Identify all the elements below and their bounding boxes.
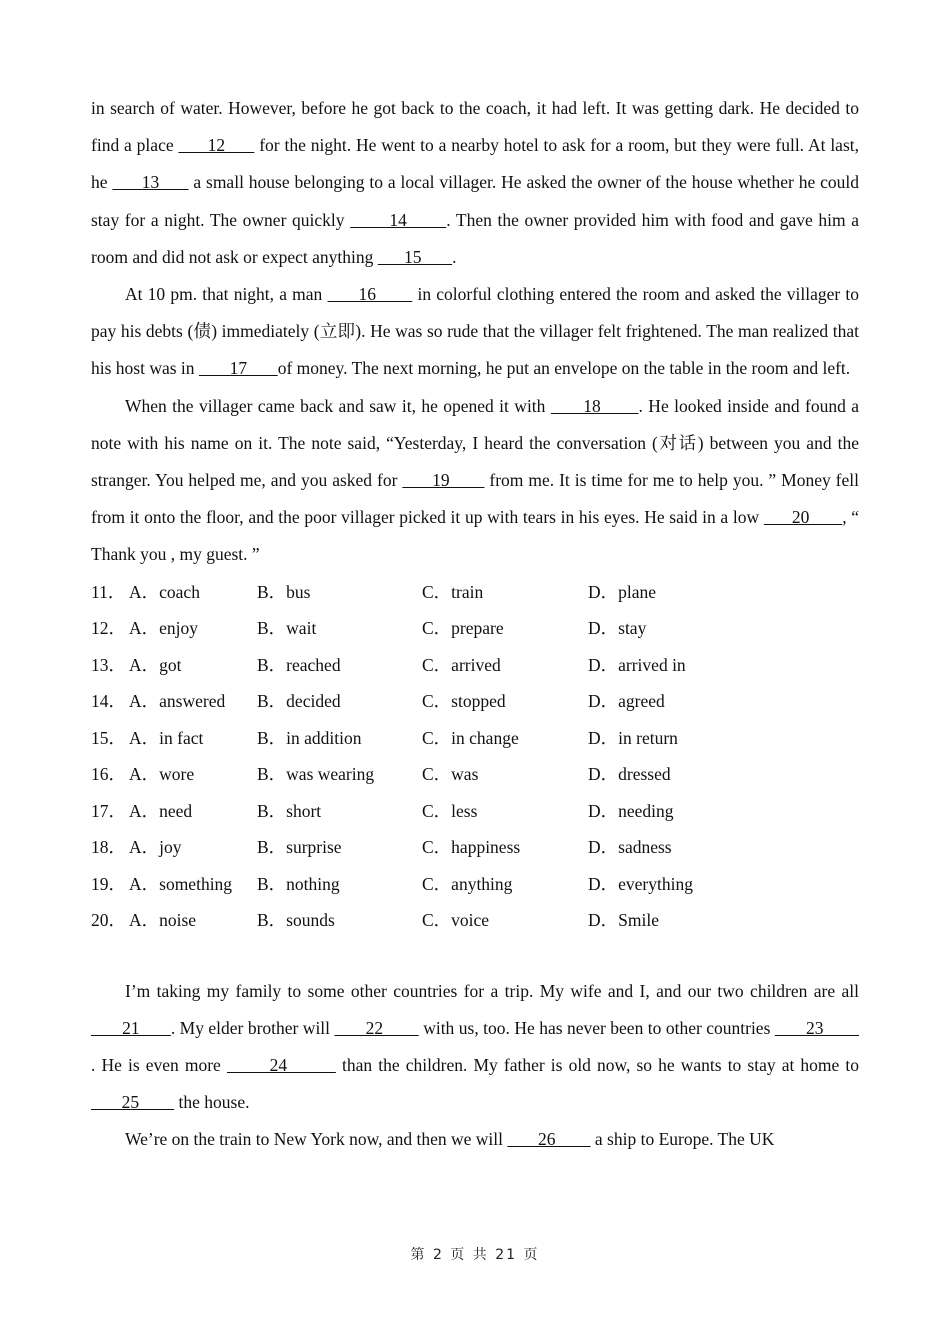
option-d: D．arrived in (588, 654, 686, 675)
text-span: a ship to Europe. The UK (590, 1129, 775, 1150)
question-number: 11． (91, 581, 126, 602)
option-d: D．dressed (588, 764, 671, 785)
document-page (91, 90, 859, 1159)
blank-19: 19 (402, 470, 485, 491)
blank-14: 14 (350, 209, 447, 230)
option-b: B．in addition (257, 727, 362, 748)
blank-17: 17 (198, 358, 278, 379)
text-span: the house. (174, 1092, 250, 1113)
passage2-paragraph1 (91, 973, 859, 1122)
option-b: B．wait (257, 618, 317, 639)
text-span: than the children. My father is old now, so he wants to stay at home to (335, 1055, 860, 1076)
blank-15: 15 (377, 246, 453, 267)
question-row (91, 793, 859, 830)
passage2-paragraph2 (91, 1121, 859, 1158)
option-c: C．voice (422, 910, 490, 931)
text-span: . My elder brother will (170, 1017, 335, 1038)
question-number: 19． (91, 873, 126, 894)
option-d: D．needing (588, 800, 674, 821)
option-b: B．nothing (257, 873, 340, 894)
question-row (91, 866, 859, 903)
option-a: A．got (129, 654, 182, 675)
option-d: D．in return (588, 727, 678, 748)
blank-16: 16 (327, 284, 413, 305)
option-b: B．reached (257, 654, 341, 675)
option-a: A．noise (129, 910, 197, 931)
option-d: D．agreed (588, 691, 665, 712)
text-span: , “ Thank you , my guest. ” (91, 507, 860, 565)
passage1-paragraph2 (91, 276, 859, 388)
blank-18: 18 (550, 395, 639, 416)
option-a: A．need (129, 800, 193, 821)
question-number: 17． (91, 800, 126, 821)
question-number: 12． (91, 618, 126, 639)
option-c: C．train (422, 581, 484, 602)
option-c: C．less (422, 800, 478, 821)
option-c: C．in change (422, 727, 519, 748)
blank-25: 25 (91, 1092, 175, 1113)
text-span: I’m taking my family to some other countries for a trip. My wife and I, and our two children are all (125, 980, 859, 1001)
question-row (91, 756, 859, 793)
option-d: D．stay (588, 618, 647, 639)
question-number: 15． (91, 727, 126, 748)
option-b: B．sounds (257, 910, 335, 931)
blank-24: 24 (226, 1055, 336, 1076)
text-span: . He is even more (91, 1055, 227, 1076)
option-d: D．sadness (588, 837, 672, 858)
question-row (91, 683, 859, 720)
text-span: of money. The next morning, he put an envelope on the table in the room and left. (277, 358, 851, 379)
question-number: 16． (91, 764, 126, 785)
text-span: in search of water. However, before he got back to the coach, it had left. It was getting dark. He decided to find a place (91, 98, 859, 156)
option-c: C．stopped (422, 691, 506, 712)
option-c: C．was (422, 764, 479, 785)
option-c: C．happiness (422, 837, 521, 858)
option-c: C．anything (422, 873, 513, 894)
option-b: B．bus (257, 581, 311, 602)
section-gap (91, 939, 859, 973)
text-span: When the villager came back and saw it, he opened it with (125, 395, 551, 416)
blank-21: 21 (91, 1017, 171, 1038)
option-c: C．prepare (422, 618, 504, 639)
passage1-paragraph3 (91, 388, 859, 574)
question-number: 14． (91, 691, 126, 712)
options-list (91, 574, 859, 939)
blank-26: 26 (507, 1129, 591, 1150)
blank-23: 23 (774, 1017, 860, 1038)
text-span: . Then the owner provided him with food and gave him a room and did not ask or expect anything (91, 209, 860, 267)
question-row (91, 829, 859, 866)
option-a: A．answered (129, 691, 226, 712)
blank-20: 20 (763, 507, 843, 528)
text-span: a small house belonging to a local villager. He asked the owner of the house whether he could stay for a night. The owner quickly (91, 172, 859, 230)
text-span: We’re on the train to New York now, and then we will (125, 1129, 508, 1150)
option-b: B．decided (257, 691, 341, 712)
option-a: A．wore (129, 764, 195, 785)
blank-22: 22 (334, 1017, 419, 1038)
question-row (91, 610, 859, 647)
question-number: 13． (91, 654, 126, 675)
option-d: D．Smile (588, 910, 659, 931)
text-span: from me. It is time for me to help you. ” Money fell from it onto the floor, and the poor villager picked it up with tears in his eyes. He said in a low (91, 470, 859, 528)
text-span: . He looked inside and found a note with his name on it. The note said, “Yesterday, I heard the conversation (对话) between you and the stranger. You helped me, and you asked for (91, 395, 860, 491)
question-row (91, 574, 859, 611)
text-span: At 10 pm. that night, a man (125, 284, 328, 305)
option-b: B．was wearing (257, 764, 375, 785)
question-number: 20． (91, 910, 126, 931)
text-span: in colorful clothing entered the room and asked the villager to pay his debts (债) immediately (立即). He was so rude that the villager felt frightened. The man realized that his host was in (91, 284, 860, 379)
blank-13: 13 (112, 172, 189, 193)
text-span: . (452, 246, 457, 267)
option-a: A．in fact (129, 727, 204, 748)
blank-12: 12 (178, 135, 255, 156)
option-d: D．everything (588, 873, 693, 894)
page-footer: 第 2 页 共 21 页 (410, 1247, 540, 1263)
option-d: D．plane (588, 581, 657, 602)
option-a: A．coach (129, 581, 200, 602)
text-span: for the night. He went to a nearby hotel to ask for a room, but they were full. At last, he (91, 135, 860, 193)
option-b: B．surprise (257, 837, 342, 858)
question-row (91, 720, 859, 757)
passage1-paragraph1 (91, 90, 859, 276)
option-c: C．arrived (422, 654, 501, 675)
option-a: A．joy (129, 837, 182, 858)
question-row (91, 902, 859, 939)
question-row (91, 647, 859, 684)
question-number: 18． (91, 837, 126, 858)
option-b: B．short (257, 800, 322, 821)
option-a: A．something (129, 873, 233, 894)
option-a: A．enjoy (129, 618, 199, 639)
text-span: with us, too. He has never been to other countries (418, 1017, 775, 1038)
